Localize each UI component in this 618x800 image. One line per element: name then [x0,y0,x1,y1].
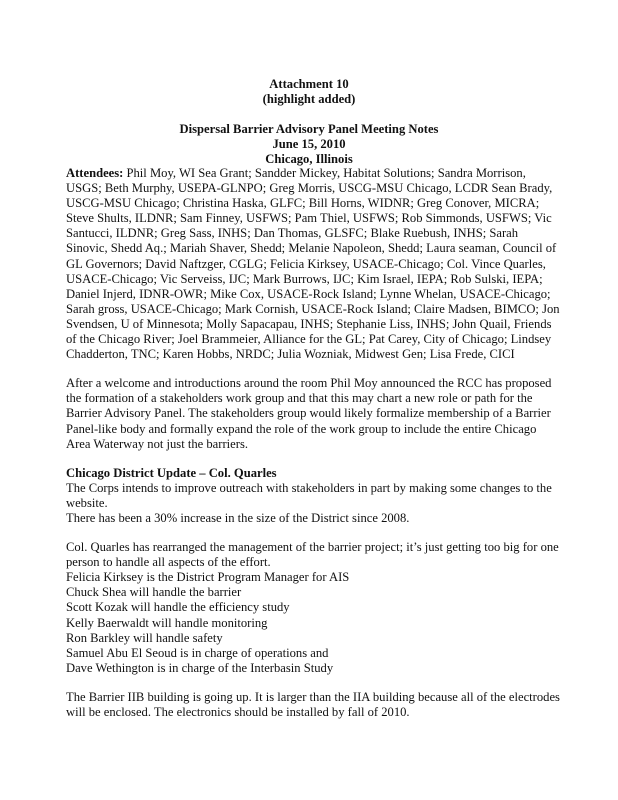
attendees-list: Phil Moy, WI Sea Grant; Sandder Mickey, Habitat Solutions; Sandra Morrison, USGS; Beth Murphy, USEPA-GLNPO; Greg Morris, USCG-MSU Chicago, LCDR Sean Brady, USCG-MSU Chicago; Christina Haska, GLFC; Bill Horns, WIDNR; Greg Conover, MICRA; Steve Shults, ILDNR; Sam Finney, USFWS; Pam Thiel, USFWS; Rob Simmonds, USFWS; Vic Santucci, ILDNR; Greg Sass, INHS; Dan Thomas, GLSFC; Blake Ruebush, INHS; Sarah Sinovic, Shedd Aq.; Mariah Shaver, Shedd; Melanie Napoleon, Shedd; Laura seaman, Council of GL Governors; David Naftzger, CGLG; Felicia Kirksey, USACE-Chicago; Col. Vince Quarles, USACE-Chicago; Vic Serveiss, IJC; Mark Burrows, IJC; Kim Israel, IEPA; Rob Sulski, IEPA; Daniel Injerd, IDNR-OWR; Mike Cox, USACE-Rock Island; Lynne Whelan, USACE-Chicago; Sarah gross, USACE-Chicago; Mark Cornish, USACE-Rock Island; Claire Madsen, BIMCO; Jon Svendsen, U of Minnesota; Molly Sapacapau, INHS; Stephanie Liss, INHS; John Quail, Friends of the Chicago River; Joel Brammeier, Alliance for the GL; Pat Carey, City of Chicago; Lindsey Chadderton, TNC; Karen Hobbs, NRDC; Julia Wozniak, Midwest Gen; Lisa Frede, CICI [66,166,560,362]
meeting-date: June 15, 2010 [272,137,346,151]
reorg-item: Samuel Abu El Seoud is in charge of operations and [66,645,329,660]
document-title: Dispersal Barrier Advisory Panel Meeting Notes [179,122,439,136]
reorg-item: Dave Wethington is in charge of the Interbasin Study [66,660,334,675]
reorg-item: Felicia Kirksey is the District Program Manager for AIS [66,570,350,585]
document-header [0,77,618,167]
attachment-label: Attachment 10 [269,77,349,91]
attendees-paragraph [66,166,562,362]
barrier-paragraph: The Barrier IIB building is going up. It is larger than the IIA building because all of the electrodes will be enclosed. The electronics should be installed by fall of 2010. [66,689,560,719]
district-update-heading: Chicago District Update – Col. Quarles [66,465,277,480]
reorg-item: Ron Barkley will handle safety [66,630,223,645]
highlight-note: (highlight added) [262,92,356,106]
reorg-item: Kelly Baerwaldt will handle monitoring [66,615,268,630]
reorg-item: Scott Kozak will handle the efficiency study [66,600,290,615]
outreach-paragraph: The Corps intends to improve outreach with stakeholders in part by making some changes to the website. [66,480,552,510]
meeting-location: Chicago, Illinois [265,152,353,166]
document-body [66,166,562,720]
intro-paragraph: After a welcome and introductions around the room Phil Moy announced the RCC has proposed the formation of a stakeholders work group and that this may chart a new role or path for the Barrier Advisory Panel. The stakeholders group would likely formalize membership of a Barrier Panel-like body and formally expand the role of the work group to include the entire Chicago Area Waterway not just the barriers. [66,376,552,451]
reorg-paragraph: Col. Quarles has rearranged the management of the barrier project; it’s just getting too big for one person to handle all aspects of the effort. [66,540,559,570]
district-growth-line: There has been a 30% increase in the size of the District since 2008. [66,510,410,525]
reorg-item: Chuck Shea will handle the barrier [66,585,242,600]
attendees-label: Attendees: [66,166,124,180]
